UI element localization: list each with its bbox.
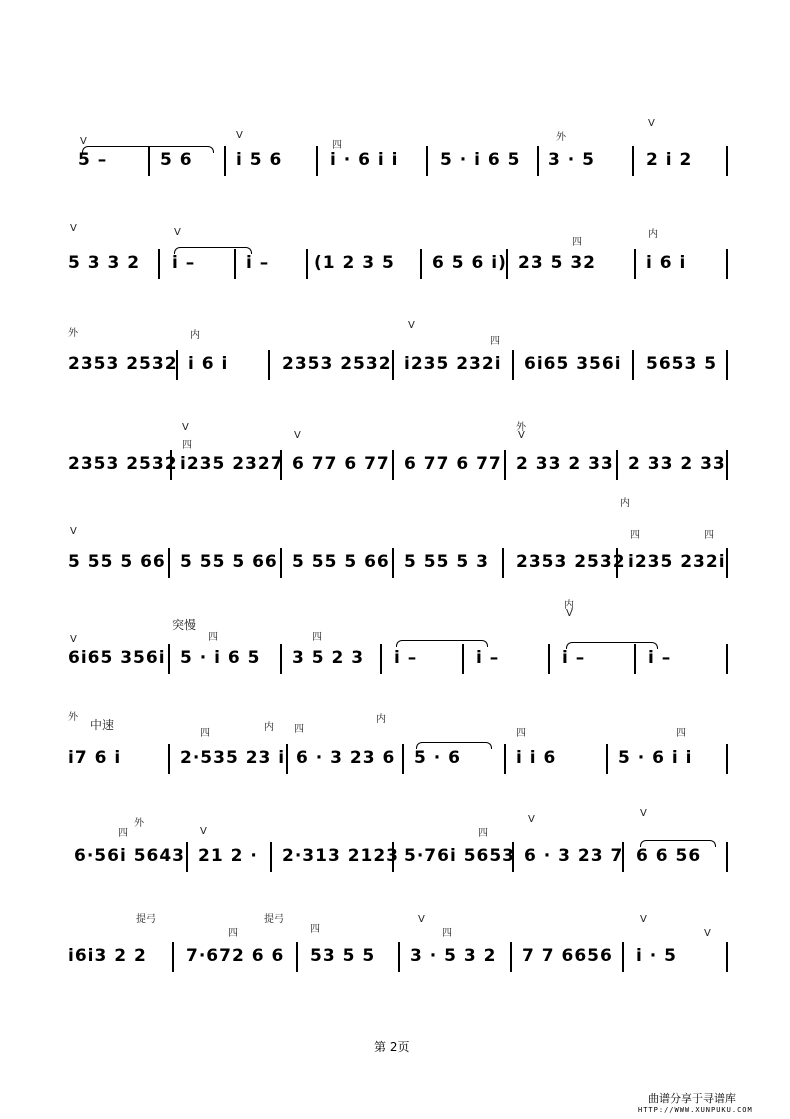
technique-mark: 内 xyxy=(190,330,200,341)
bar-line xyxy=(148,146,150,176)
bow-mark: 外 xyxy=(556,132,566,143)
technique-mark: 提弓 xyxy=(264,914,284,925)
site-name: 曲谱分享于寻谱库 xyxy=(648,1092,736,1105)
bar-line xyxy=(502,548,504,578)
score-row-5 xyxy=(0,498,790,582)
measure: 5 · i 6 5 xyxy=(440,150,521,170)
bow-mark: 四 xyxy=(332,140,342,151)
score-row-3 xyxy=(0,320,790,384)
bar-line xyxy=(392,450,394,480)
tempo-mark: 中速 xyxy=(90,718,115,732)
bar-line xyxy=(392,350,394,380)
technique-mark: 提弓 xyxy=(136,914,156,925)
finger-mark: 四 xyxy=(310,924,320,935)
bow-mark: V xyxy=(174,227,181,238)
bow-mark: V xyxy=(704,928,711,939)
bar-line xyxy=(634,249,636,279)
measure: 6 · 3 23 6 xyxy=(296,748,396,768)
measure: i6i3 2 2 xyxy=(68,946,147,966)
bar-line xyxy=(622,942,624,972)
measure: i235 2327 xyxy=(180,454,284,474)
bar-line xyxy=(296,942,298,972)
measure: i · 5 xyxy=(636,946,677,966)
bar-line xyxy=(726,744,728,774)
measure: 6·56i 5643 xyxy=(74,846,186,866)
measure: 6 77 6 77 xyxy=(292,454,390,474)
bar-line xyxy=(306,249,308,279)
bar-line xyxy=(234,249,236,279)
bow-mark: V xyxy=(182,422,189,433)
measure: i235 232i xyxy=(628,552,726,572)
measure: 5 3 3 2 xyxy=(68,253,141,273)
technique-mark: 外 xyxy=(516,422,526,433)
bow-mark: V xyxy=(80,136,87,147)
measure: 6 · 3 23 7 xyxy=(524,846,624,866)
bar-line xyxy=(268,350,270,380)
bar-line xyxy=(168,644,170,674)
finger-mark: 四 xyxy=(676,728,686,739)
finger-mark: 四 xyxy=(200,728,210,739)
measure: 53 5 5 xyxy=(310,946,376,966)
technique-mark: V xyxy=(648,118,655,129)
bar-line xyxy=(176,350,178,380)
measure: i235 232i xyxy=(404,354,502,374)
bar-line xyxy=(186,842,188,872)
bar-line xyxy=(224,146,226,176)
bar-line xyxy=(158,249,160,279)
finger-mark: 四 xyxy=(490,336,500,347)
finger-mark: 四 xyxy=(312,632,322,643)
finger-mark: 四 xyxy=(630,530,640,541)
score-row-1 xyxy=(0,118,790,180)
measure: 5653 5 xyxy=(646,354,718,374)
bar-line xyxy=(726,942,728,972)
finger-mark: 四 xyxy=(704,530,714,541)
bar-line xyxy=(280,644,282,674)
measure: 2 33 2 33 xyxy=(628,454,726,474)
bar-line xyxy=(634,644,636,674)
bar-line xyxy=(270,842,272,872)
measure: 6 6 56 xyxy=(636,846,702,866)
bar-line xyxy=(280,450,282,480)
measure: 5 55 5 66 xyxy=(292,552,390,572)
measure: 5 · i 6 5 xyxy=(180,648,261,668)
measure: 2·535 23 i xyxy=(180,748,286,768)
finger-mark: 四 xyxy=(228,928,238,939)
measure: (1 2 3 5 xyxy=(314,253,395,273)
bar-line xyxy=(726,350,728,380)
score-row-4 xyxy=(0,422,790,484)
score-row-2 xyxy=(0,223,790,283)
bar-line xyxy=(172,942,174,972)
measure: 2353 2532 xyxy=(516,552,626,572)
measure: 2 33 2 33 xyxy=(516,454,614,474)
bow-mark: V xyxy=(640,914,647,925)
measure: i i 6 xyxy=(516,748,557,768)
bar-line xyxy=(726,842,728,872)
bar-line xyxy=(168,744,170,774)
measure: 23 5 32 xyxy=(518,253,596,273)
measure: i – xyxy=(394,648,418,668)
bar-line xyxy=(616,450,618,480)
measure: 5 6 xyxy=(160,150,193,170)
bar-line xyxy=(170,450,172,480)
score-row-8 xyxy=(0,808,790,876)
measure: 5 · 6 i i xyxy=(618,748,693,768)
technique-mark: 内 xyxy=(620,498,630,509)
measure: 5·76i 5653 xyxy=(404,846,516,866)
technique-mark: 外 xyxy=(68,328,78,339)
technique-mark: 外 xyxy=(134,818,144,829)
bar-line xyxy=(622,842,624,872)
measure: 2353 2532 xyxy=(68,454,178,474)
bar-line xyxy=(504,744,506,774)
finger-mark: 四 xyxy=(294,724,304,735)
finger-mark: 四 xyxy=(442,928,452,939)
measure: 5 55 5 3 xyxy=(404,552,489,572)
measure: i 6 i xyxy=(188,354,229,374)
bar-line xyxy=(726,450,728,480)
bow-mark: V xyxy=(200,826,207,837)
bow-mark: V xyxy=(418,914,425,925)
measure: 5 · 6 xyxy=(414,748,461,768)
measure: i 6 i xyxy=(646,253,687,273)
technique-mark: 内 xyxy=(564,600,574,611)
bow-mark: V xyxy=(566,608,573,619)
technique-mark: 内 xyxy=(264,722,274,733)
measure: i – xyxy=(648,648,672,668)
finger-mark: 四 xyxy=(182,440,192,451)
measure: 6 77 6 77 xyxy=(404,454,502,474)
tempo-mark: 突慢 xyxy=(172,618,197,632)
measure: 2353 2532 xyxy=(68,354,178,374)
measure: 6i65 356i xyxy=(524,354,622,374)
bar-line xyxy=(380,644,382,674)
bow-mark: V xyxy=(70,223,77,234)
measure: 3 · 5 3 2 xyxy=(410,946,497,966)
measure: 5 55 5 66 xyxy=(180,552,278,572)
measure: i – xyxy=(172,253,196,273)
bow-mark: V xyxy=(70,634,77,645)
page-number: 第 2页 xyxy=(374,1040,410,1054)
measure: 2·313 2123 xyxy=(282,846,400,866)
bar-line xyxy=(402,744,404,774)
measure: 3 · 5 xyxy=(548,150,595,170)
bar-line xyxy=(392,842,394,872)
bar-line xyxy=(286,744,288,774)
bar-line xyxy=(426,146,428,176)
measure: 3 5 2 3 xyxy=(292,648,365,668)
bar-line xyxy=(616,548,618,578)
finger-mark: 四 xyxy=(572,237,582,248)
site-url[interactable]: HTTP://WWW.XUNPUKU.COM xyxy=(638,1106,753,1114)
measure: 2 i 2 xyxy=(646,150,693,170)
measure: 7·672 6 6 xyxy=(186,946,285,966)
bar-line xyxy=(504,450,506,480)
technique-mark: 内 xyxy=(648,229,658,240)
bar-line xyxy=(280,548,282,578)
finger-mark: 四 xyxy=(478,828,488,839)
bar-line xyxy=(606,744,608,774)
bow-mark: V xyxy=(70,526,77,537)
finger-mark: V xyxy=(236,130,243,141)
bar-line xyxy=(548,644,550,674)
bar-line xyxy=(420,249,422,279)
technique-mark: 内 xyxy=(376,714,386,725)
bow-mark: V xyxy=(294,430,301,441)
bar-line xyxy=(462,644,464,674)
measure: 6 5 6 i) xyxy=(432,253,507,273)
bar-line xyxy=(537,146,539,176)
bar-line xyxy=(506,249,508,279)
score-row-6 xyxy=(0,600,790,678)
measure: 7 7 6656 xyxy=(522,946,613,966)
measure: 5 – xyxy=(78,150,108,170)
measure: i · 6 i i xyxy=(330,150,399,170)
bar-line xyxy=(726,249,728,279)
bar-line xyxy=(632,146,634,176)
finger-mark: 四 xyxy=(516,728,526,739)
measure: 5 55 5 66 xyxy=(68,552,166,572)
bar-line xyxy=(510,942,512,972)
measure: 21 2 · xyxy=(198,846,258,866)
bar-line xyxy=(512,842,514,872)
measure: i – xyxy=(246,253,270,273)
technique-mark: 外 xyxy=(68,712,78,723)
measure: 2353 2532 xyxy=(282,354,392,374)
finger-mark: 四 xyxy=(208,632,218,643)
bow-mark: V xyxy=(528,814,535,825)
bow-mark: V xyxy=(640,808,647,819)
score-row-9 xyxy=(0,914,790,976)
measure: i – xyxy=(562,648,586,668)
bar-line xyxy=(168,548,170,578)
bar-line xyxy=(726,644,728,674)
bar-line xyxy=(398,942,400,972)
bow-mark: V xyxy=(408,320,415,331)
finger-mark: 四 xyxy=(118,828,128,839)
bow-mark: V xyxy=(518,430,525,441)
measure: 6i65 356i xyxy=(68,648,166,668)
bar-line xyxy=(512,350,514,380)
bar-line xyxy=(392,548,394,578)
measure: i 5 6 xyxy=(236,150,283,170)
bar-line xyxy=(632,350,634,380)
bar-line xyxy=(726,548,728,578)
measure: i7 6 i xyxy=(68,748,122,768)
bar-line xyxy=(316,146,318,176)
measure: i – xyxy=(476,648,500,668)
score-row-7 xyxy=(0,712,790,778)
bar-line xyxy=(726,146,728,176)
